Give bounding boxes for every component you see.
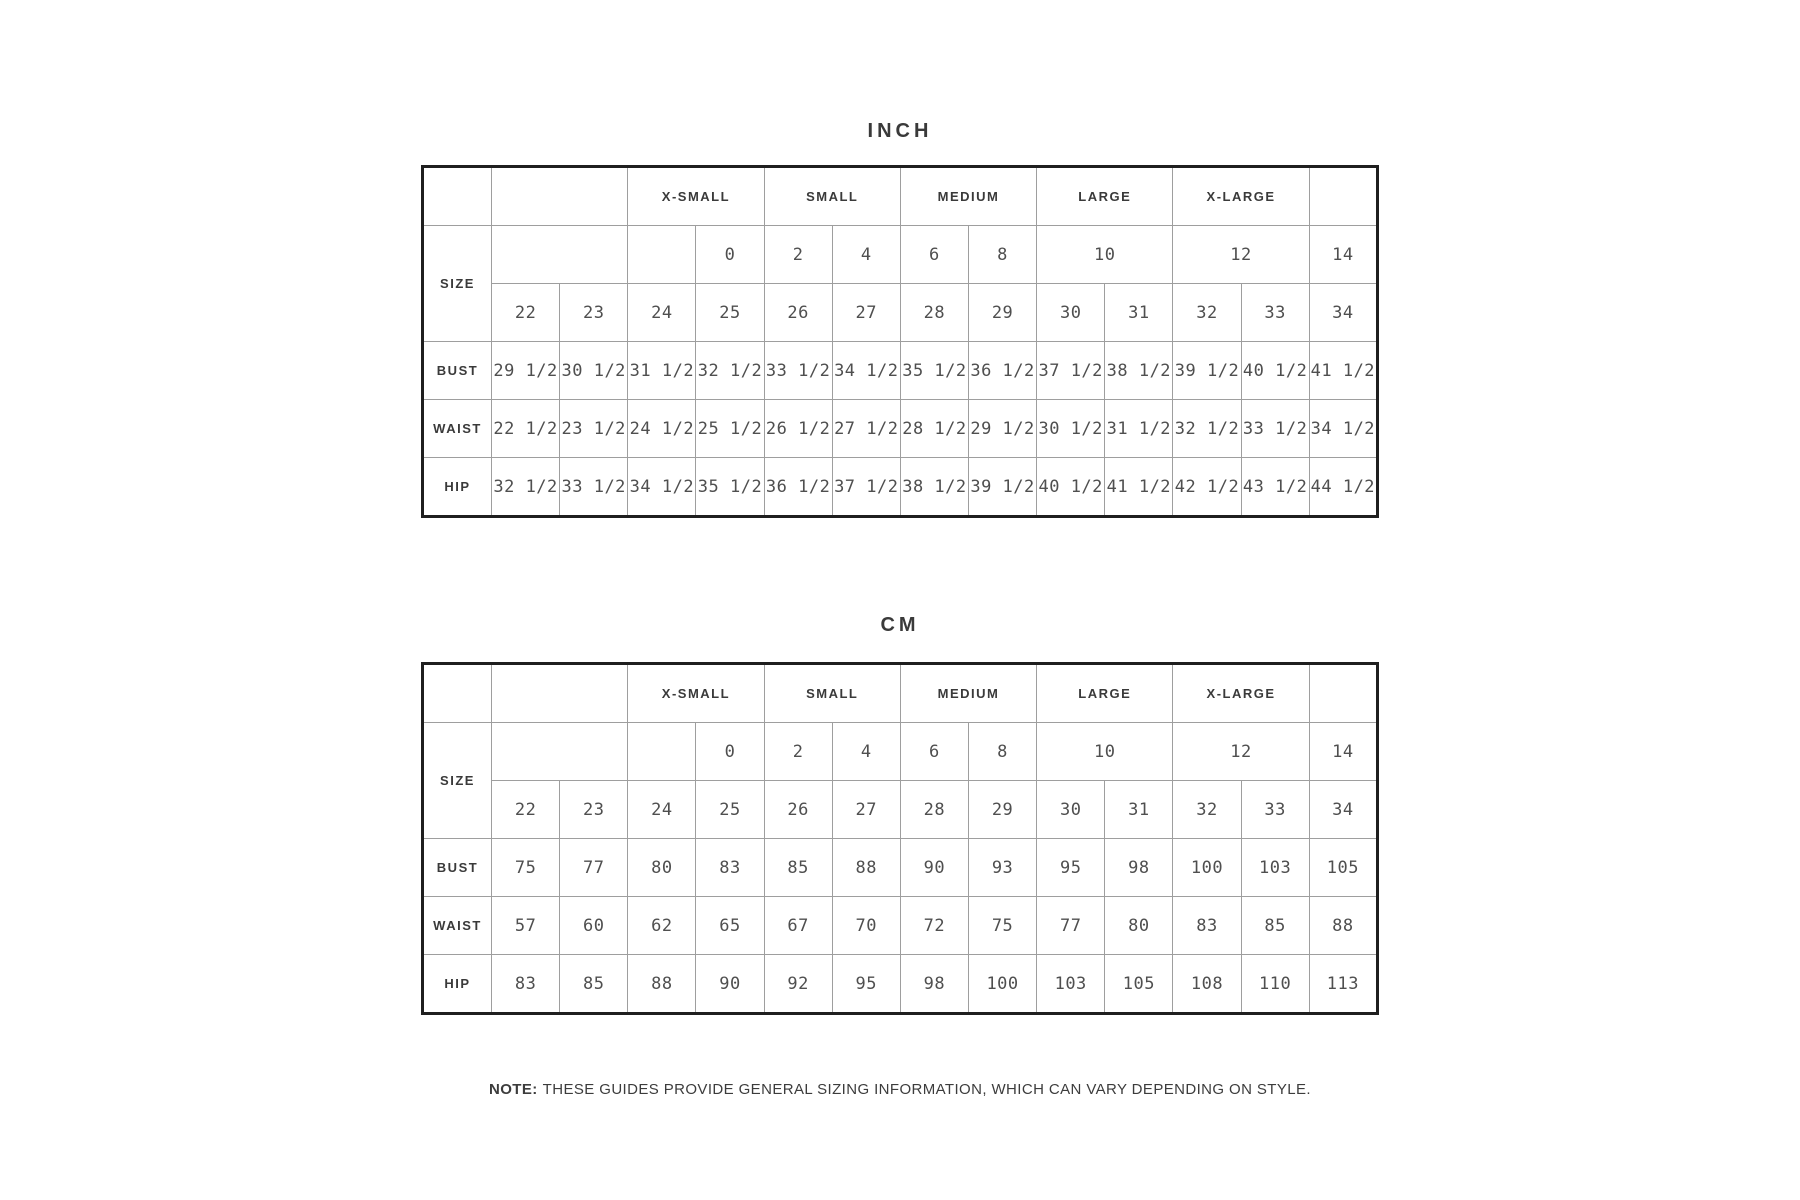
measurement-value-cell: 38 1/2 (1105, 342, 1173, 400)
size-us-cell: 6 (900, 723, 968, 781)
measurement-value-cell: 29 1/2 (492, 342, 560, 400)
size-us-cell: 0 (696, 723, 764, 781)
size-row-label: SIZE (423, 226, 492, 342)
measurement-value-cell: 105 (1105, 955, 1173, 1014)
measurement-value-cell: 105 (1309, 839, 1377, 897)
size-intl-cell: 28 (900, 284, 968, 342)
inch-table-title: INCH (867, 120, 933, 142)
measurement-value-cell: 32 1/2 (696, 342, 764, 400)
size-intl-cell: 26 (764, 781, 832, 839)
size-intl-cell: 34 (1309, 781, 1377, 839)
measurement-value-cell: 92 (764, 955, 832, 1014)
size-intl-cell: 26 (764, 284, 832, 342)
size-intl-cell: 22 (492, 284, 560, 342)
size-intl-cell: 25 (696, 781, 764, 839)
blank-cell (1309, 167, 1377, 226)
measurement-value-cell: 44 1/2 (1309, 458, 1377, 517)
measurement-value-cell: 34 1/2 (832, 342, 900, 400)
size-intl-cell: 33 (1241, 284, 1309, 342)
blank-cell (492, 167, 628, 226)
size-us-cell: 14 (1309, 226, 1377, 284)
measurement-value-cell: 32 1/2 (492, 458, 560, 517)
size-intl-cell: 23 (560, 284, 628, 342)
size-intl-cell: 32 (1173, 284, 1241, 342)
measurement-value-cell: 35 1/2 (900, 342, 968, 400)
measurement-value-cell: 90 (696, 955, 764, 1014)
size-us-cell: 8 (968, 723, 1036, 781)
group-header-cell: X-LARGE (1173, 167, 1309, 226)
blank-cell (628, 723, 696, 781)
measurement-value-cell: 70 (832, 897, 900, 955)
group-header-cell: LARGE (1037, 167, 1173, 226)
size-us-cell: 2 (764, 723, 832, 781)
measurement-value-cell: 67 (764, 897, 832, 955)
measurement-value-cell: 80 (628, 839, 696, 897)
measurement-value-cell: 75 (968, 897, 1036, 955)
measurement-value-cell: 41 1/2 (1105, 458, 1173, 517)
group-header-cell: SMALL (764, 167, 900, 226)
measurement-value-cell: 75 (492, 839, 560, 897)
blank-cell (492, 664, 628, 723)
measurement-value-cell: 40 1/2 (1241, 342, 1309, 400)
size-us-cell: 10 (1037, 226, 1173, 284)
measurement-value-cell: 43 1/2 (1241, 458, 1309, 517)
measurement-row-label: WAIST (423, 400, 492, 458)
measurement-value-cell: 36 1/2 (968, 342, 1036, 400)
measurement-value-cell: 33 1/2 (560, 458, 628, 517)
inch-size-table (421, 165, 1379, 518)
size-intl-cell: 27 (832, 781, 900, 839)
measurement-value-cell: 37 1/2 (1037, 342, 1105, 400)
measurement-value-cell: 39 1/2 (1173, 342, 1241, 400)
size-intl-cell: 27 (832, 284, 900, 342)
size-us-cell: 4 (832, 226, 900, 284)
size-us-cell: 6 (900, 226, 968, 284)
blank-cell (423, 664, 492, 723)
measurement-value-cell: 30 1/2 (1037, 400, 1105, 458)
size-intl-cell: 25 (696, 284, 764, 342)
measurement-value-cell: 77 (1037, 897, 1105, 955)
measurement-value-cell: 39 1/2 (968, 458, 1036, 517)
measurement-row-label: HIP (423, 458, 492, 517)
measurement-value-cell: 110 (1241, 955, 1309, 1014)
measurement-value-cell: 30 1/2 (560, 342, 628, 400)
measurement-value-cell: 85 (1241, 897, 1309, 955)
measurement-value-cell: 83 (696, 839, 764, 897)
size-intl-cell: 29 (968, 284, 1036, 342)
group-header-cell: MEDIUM (900, 167, 1036, 226)
measurement-value-cell: 38 1/2 (900, 458, 968, 517)
measurement-value-cell: 23 1/2 (560, 400, 628, 458)
size-intl-cell: 30 (1037, 781, 1105, 839)
measurement-value-cell: 40 1/2 (1037, 458, 1105, 517)
group-header-cell: X-SMALL (628, 664, 764, 723)
size-us-cell: 14 (1309, 723, 1377, 781)
measurement-value-cell: 88 (1309, 897, 1377, 955)
measurement-value-cell: 72 (900, 897, 968, 955)
size-intl-cell: 22 (492, 781, 560, 839)
measurement-value-cell: 95 (832, 955, 900, 1014)
sizing-note (0, 1080, 1800, 1100)
group-header-cell: LARGE (1037, 664, 1173, 723)
measurement-value-cell: 98 (1105, 839, 1173, 897)
measurement-value-cell: 88 (832, 839, 900, 897)
group-header-cell: X-LARGE (1173, 664, 1309, 723)
group-header-cell: MEDIUM (900, 664, 1036, 723)
cm-size-table-container (421, 662, 1379, 1015)
measurement-row-label: BUST (423, 839, 492, 897)
measurement-value-cell: 34 1/2 (1309, 400, 1377, 458)
measurement-value-cell: 31 1/2 (628, 342, 696, 400)
blank-cell (628, 226, 696, 284)
measurement-value-cell: 29 1/2 (968, 400, 1036, 458)
blank-cell (492, 723, 628, 781)
measurement-row-label: HIP (423, 955, 492, 1014)
measurement-value-cell: 25 1/2 (696, 400, 764, 458)
size-us-cell: 10 (1037, 723, 1173, 781)
measurement-value-cell: 100 (968, 955, 1036, 1014)
cm-table-title: CM (880, 614, 920, 636)
size-row-label: SIZE (423, 723, 492, 839)
measurement-value-cell: 88 (628, 955, 696, 1014)
sizing-note-text: THESE GUIDES PROVIDE GENERAL SIZING INFORMATION, WHICH CAN VARY DEPENDING ON STYLE. (542, 1081, 1311, 1098)
measurement-row-label: WAIST (423, 897, 492, 955)
measurement-value-cell: 37 1/2 (832, 458, 900, 517)
measurement-value-cell: 93 (968, 839, 1036, 897)
measurement-value-cell: 35 1/2 (696, 458, 764, 517)
measurement-value-cell: 31 1/2 (1105, 400, 1173, 458)
measurement-value-cell: 22 1/2 (492, 400, 560, 458)
measurement-value-cell: 100 (1173, 839, 1241, 897)
size-intl-cell: 33 (1241, 781, 1309, 839)
measurement-value-cell: 33 1/2 (1241, 400, 1309, 458)
measurement-value-cell: 27 1/2 (832, 400, 900, 458)
measurement-value-cell: 62 (628, 897, 696, 955)
size-us-cell: 8 (968, 226, 1036, 284)
size-us-cell: 0 (696, 226, 764, 284)
size-intl-cell: 24 (628, 781, 696, 839)
measurement-value-cell: 85 (764, 839, 832, 897)
cm-size-table (421, 662, 1379, 1015)
size-us-cell: 4 (832, 723, 900, 781)
measurement-value-cell: 80 (1105, 897, 1173, 955)
measurement-value-cell: 28 1/2 (900, 400, 968, 458)
size-intl-cell: 31 (1105, 284, 1173, 342)
measurement-value-cell: 83 (492, 955, 560, 1014)
measurement-value-cell: 26 1/2 (764, 400, 832, 458)
measurement-value-cell: 83 (1173, 897, 1241, 955)
measurement-value-cell: 41 1/2 (1309, 342, 1377, 400)
size-us-cell: 2 (764, 226, 832, 284)
measurement-value-cell: 103 (1241, 839, 1309, 897)
group-header-cell: SMALL (764, 664, 900, 723)
measurement-value-cell: 24 1/2 (628, 400, 696, 458)
measurement-value-cell: 32 1/2 (1173, 400, 1241, 458)
measurement-value-cell: 65 (696, 897, 764, 955)
measurement-row-label: BUST (423, 342, 492, 400)
size-intl-cell: 24 (628, 284, 696, 342)
size-intl-cell: 29 (968, 781, 1036, 839)
measurement-value-cell: 95 (1037, 839, 1105, 897)
blank-cell (423, 167, 492, 226)
size-intl-cell: 30 (1037, 284, 1105, 342)
size-us-cell: 12 (1173, 723, 1309, 781)
size-us-cell: 12 (1173, 226, 1309, 284)
blank-cell (1309, 664, 1377, 723)
size-intl-cell: 23 (560, 781, 628, 839)
group-header-cell: X-SMALL (628, 167, 764, 226)
measurement-value-cell: 108 (1173, 955, 1241, 1014)
measurement-value-cell: 103 (1037, 955, 1105, 1014)
inch-size-table-container (421, 165, 1379, 518)
measurement-value-cell: 98 (900, 955, 968, 1014)
measurement-value-cell: 42 1/2 (1173, 458, 1241, 517)
measurement-value-cell: 34 1/2 (628, 458, 696, 517)
measurement-value-cell: 90 (900, 839, 968, 897)
size-intl-cell: 31 (1105, 781, 1173, 839)
blank-cell (492, 226, 628, 284)
sizing-note-label: NOTE: (489, 1081, 538, 1098)
measurement-value-cell: 113 (1309, 955, 1377, 1014)
size-intl-cell: 32 (1173, 781, 1241, 839)
size-intl-cell: 34 (1309, 284, 1377, 342)
measurement-value-cell: 85 (560, 955, 628, 1014)
size-intl-cell: 28 (900, 781, 968, 839)
measurement-value-cell: 77 (560, 839, 628, 897)
measurement-value-cell: 36 1/2 (764, 458, 832, 517)
measurement-value-cell: 33 1/2 (764, 342, 832, 400)
measurement-value-cell: 60 (560, 897, 628, 955)
measurement-value-cell: 57 (492, 897, 560, 955)
